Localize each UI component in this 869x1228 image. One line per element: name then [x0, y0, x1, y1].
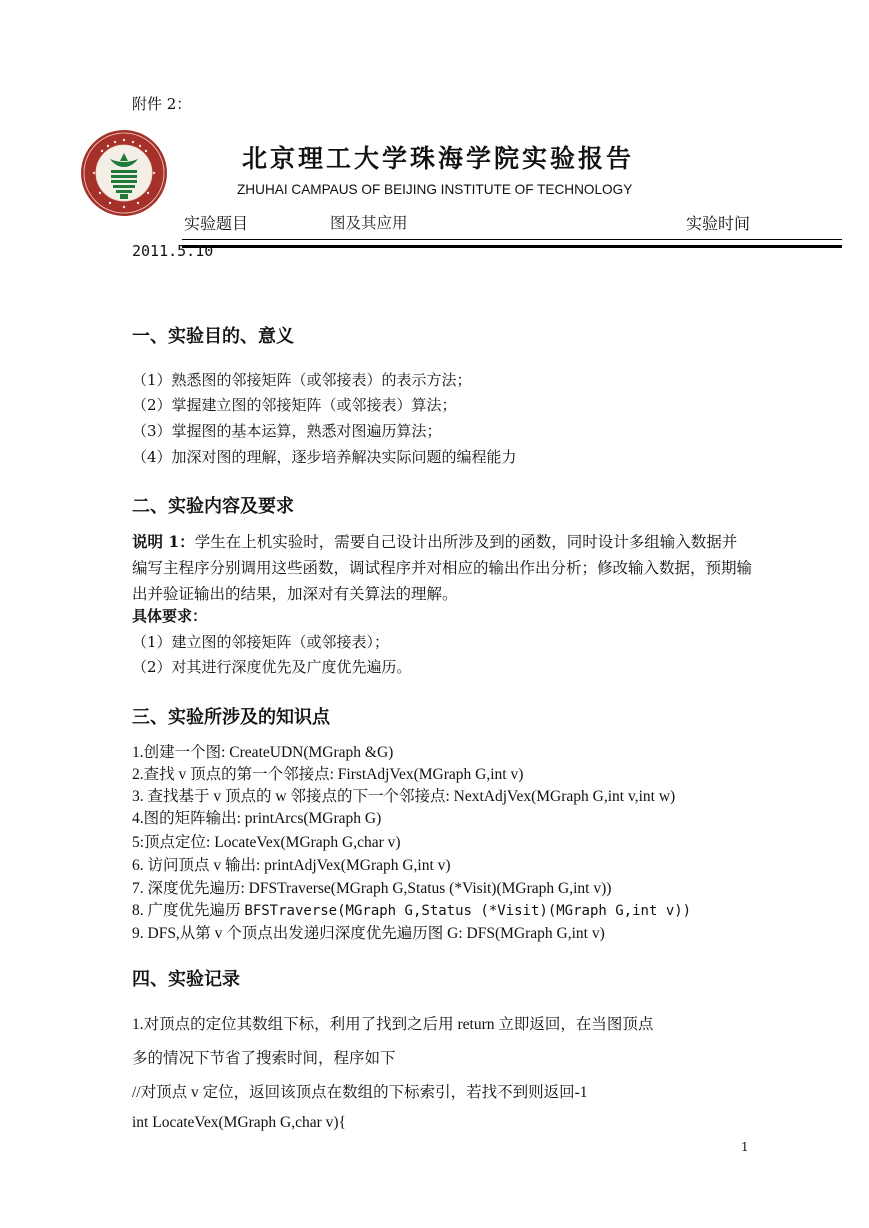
topic-label: 实验题目 — [184, 214, 249, 233]
school-seal-icon — [80, 129, 168, 217]
code-signature: BFSTraverse(MGraph G,Status (*Visit)(MGraph G,int v)) — [244, 903, 692, 919]
list-item: 3. 查找基于 v 顶点的 w 邻接点的下一个邻接点: NextAdjVex(MGraph G,int v,int w) — [132, 788, 676, 805]
report-subtitle: ZHUHAI CAMPAUS OF BEIJING INSTITUTE OF TECHNOLOGY — [237, 182, 633, 197]
list-item: （4）加深对图的理解，逐步培养解决实际问题的编程能力 — [132, 448, 517, 466]
record-line: 多的情况下节省了搜索时间，程序如下 — [132, 1050, 396, 1067]
note-text: 学生在上机实验时，需要自己设计出所涉及到的函数，同时设计多组输入数据并编写主程序分别调用这些函数，调试程序并对相应的输出作出分析；修改输入数据，预期输出并验证输出的结果，加深对有关算法的理解。 — [132, 533, 753, 603]
list-item — [132, 898, 691, 920]
list-item: 9. DFS,从第 v 个顶点出发递归深度优先遍历图 G: DFS(MGraph G,int v) — [132, 925, 605, 942]
section-heading-record: 四、实验记录 — [132, 969, 240, 990]
list-item: 4.图的矩阵输出: printArcs(MGraph G) — [132, 810, 382, 827]
requirements-label: 具体要求： — [132, 607, 208, 625]
list-item: 5:顶点定位: LocateVex(MGraph G,char v) — [132, 834, 401, 851]
list-item: （3）掌握图的基本运算，熟悉对图遍历算法； — [132, 422, 442, 440]
list-item: （2）掌握建立图的邻接矩阵（或邻接表）算法； — [132, 396, 457, 414]
list-item: （2）对其进行深度优先及广度优先遍历。 — [132, 658, 412, 676]
list-item: 6. 访问顶点 v 输出: printAdjVex(MGraph G,int v) — [132, 857, 451, 874]
list-item: （1）熟悉图的邻接矩阵（或邻接表）的表示方法； — [132, 371, 472, 389]
header-divider-thick — [182, 245, 842, 248]
note-label: 说明 1： — [132, 532, 195, 551]
list-item: 7. 深度优先遍历: DFSTraverse(MGraph G,Status (*Visit)(MGraph G,int v)) — [132, 880, 612, 897]
code-line: int LocateVex(MGraph G,char v){ — [132, 1114, 347, 1131]
instruction-paragraph — [132, 529, 752, 607]
attachment-label: 附件 2： — [132, 95, 192, 113]
topic-value: 图及其应用 — [330, 214, 408, 232]
list-item: （1）建立图的邻接矩阵（或邻接表）； — [132, 633, 390, 651]
list-item: 2.查找 v 顶点的第一个邻接点: FirstAdjVex(MGraph G,int v) — [132, 766, 524, 783]
experiment-date: 2011.5.10 — [132, 244, 214, 258]
time-label: 实验时间 — [686, 214, 751, 233]
item-prefix: 8. 广度优先遍历 — [132, 902, 245, 919]
page-number: 1 — [741, 1140, 749, 1154]
section-heading-content: 二、实验内容及要求 — [132, 496, 294, 517]
section-heading-knowledge: 三、实验所涉及的知识点 — [132, 707, 330, 728]
section-heading-purpose: 一、实验目的、意义 — [132, 326, 294, 347]
list-item: 1.创建一个图: CreateUDN(MGraph &G) — [132, 744, 394, 761]
code-comment: //对顶点 v 定位，返回该顶点在数组的下标索引，若找不到则返回-1 — [132, 1084, 588, 1101]
report-title: 北京理工大学珠海学院实验报告 — [242, 144, 635, 173]
record-line: 1.对顶点的定位其数组下标，利用了找到之后用 return 立即返回，在当图顶点 — [132, 1016, 654, 1033]
header-divider-thin — [182, 239, 842, 240]
